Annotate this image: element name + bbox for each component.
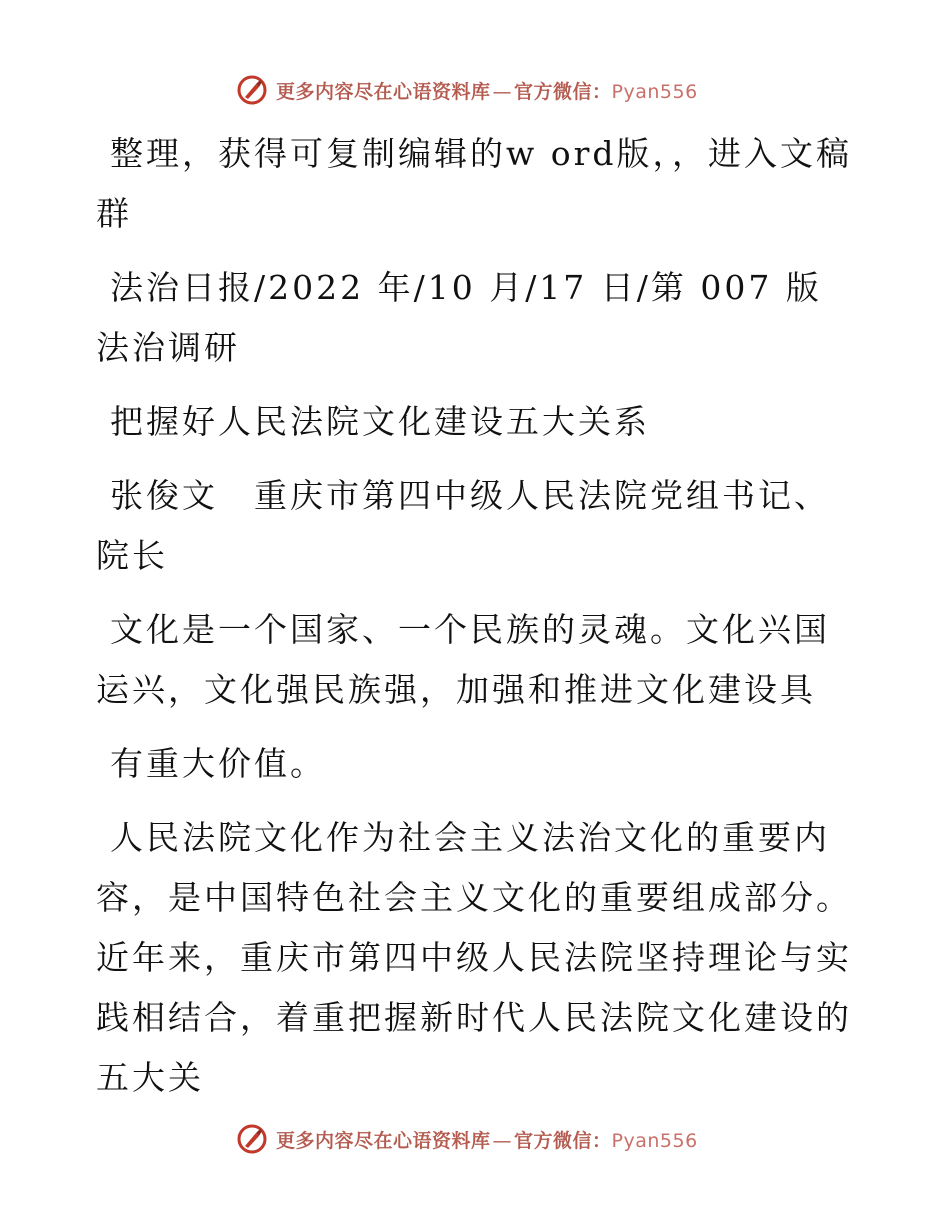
header-watermark bbox=[236, 72, 698, 108]
pen-logo-icon bbox=[236, 1123, 268, 1155]
paragraph-body-1: 文化是一个国家、一个民族的灵魂。文化兴国运兴，文化强民族强，加强和推进文化建设具 bbox=[96, 610, 830, 709]
watermark-separator: — bbox=[492, 1129, 513, 1152]
pen-logo-icon bbox=[236, 74, 268, 106]
watermark-label bbox=[276, 1126, 698, 1153]
watermark-separator: — bbox=[492, 80, 513, 103]
article-author: 张俊文 重庆市第四中级人民法院党组书记、院长 bbox=[96, 476, 830, 575]
paragraph-intro: 整理，获得可复制编辑的w ord版，，进入文稿群 bbox=[96, 134, 853, 233]
article-title: 把握好人民法院文化建设五大关系 bbox=[110, 402, 650, 441]
document-body bbox=[96, 124, 856, 1108]
watermark-text: 更多内容尽在心语资料库 bbox=[276, 1129, 491, 1152]
watermark-label bbox=[276, 77, 698, 104]
watermark-wechat-id: Pyan556 bbox=[611, 1129, 698, 1152]
paragraph-source: 法治日报/2022 年/10 月/17 日/第 007 版法治调研 bbox=[96, 268, 822, 367]
watermark-wechat-id: Pyan556 bbox=[611, 80, 698, 103]
watermark-wechat-label: 官方微信： bbox=[514, 1129, 612, 1152]
footer-watermark bbox=[236, 1121, 698, 1157]
watermark-text: 更多内容尽在心语资料库 bbox=[276, 80, 491, 103]
paragraph-body-2: 有重大价值。 bbox=[110, 744, 326, 783]
watermark-wechat-label: 官方微信： bbox=[514, 80, 612, 103]
paragraph-body-3: 人民法院文化作为社会主义法治文化的重要内容，是中国特色社会主义文化的重要组成部分。近年来，重庆市第四中级人民法院坚持理论与实践相结合，着重把握新时代人民法院文化建设的五大关 bbox=[96, 818, 852, 1097]
